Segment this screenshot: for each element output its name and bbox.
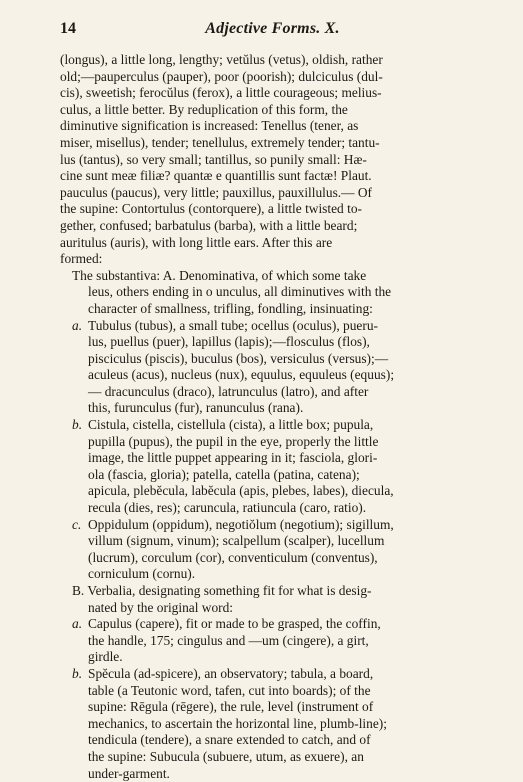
text-line	[60, 683, 485, 700]
body-text	[60, 52, 485, 782]
text-line	[60, 766, 485, 782]
line-text: apicula, plebĕcula, labĕcula (apis, plebes, labes), diecula,	[88, 483, 394, 499]
line-text: image, the little puppet appearing in it; fasciola, glori-	[88, 450, 378, 466]
text-line	[60, 235, 485, 252]
text-line	[60, 152, 485, 169]
text-line	[60, 284, 485, 301]
line-text: (longus), a little long, lengthy; vetŭlus (vetus), oldish, rather	[60, 52, 383, 67]
text-line	[60, 218, 485, 235]
line-text: girdle.	[88, 649, 123, 665]
list-item-line	[60, 616, 485, 633]
text-line	[60, 633, 485, 650]
line-text: the supine: Subucula (subuere, utum, as exuere), an	[88, 748, 364, 764]
line-text: formed:	[60, 251, 103, 267]
line-text: supine: Rēgula (rēgere), the rule, level (instrument of	[88, 699, 374, 715]
item-letter: b.	[72, 417, 83, 433]
line-text: lus, puellus (puer), lapillus (lapis);—flosculus (flos),	[88, 334, 370, 350]
line-text: mechanics, to ascertain the horizontal line, plumb-line);	[88, 715, 387, 731]
line-text: table (a Teutonic word, tafen, cut into boards); of the	[88, 682, 371, 698]
line-text: Spĕcula (ad-spicere), an observatory; tabula, a board,	[88, 665, 374, 681]
list-item-line	[60, 417, 485, 434]
line-text: (lucrum), corculum (cor), conventiculum (conventus),	[88, 549, 378, 565]
line-text: pauculus (paucus), very little; pauxillus, pauxillulus.— Of	[60, 184, 373, 200]
text-line	[60, 301, 485, 318]
text-line	[60, 118, 485, 135]
text-line	[60, 168, 485, 185]
text-line	[60, 185, 485, 202]
line-text: tendicula (tendere), a snare extended to catch, and of	[88, 732, 371, 748]
line-text: auritulus (auris), with long little ears. After this are	[60, 234, 333, 250]
text-line	[60, 500, 485, 517]
line-text: character of smallness, trifling, fondling, insinuating:	[88, 300, 373, 316]
line-text: the supine: Contortulus (contorquere), a little twisted to-	[60, 201, 362, 217]
item-letter: c.	[72, 516, 82, 532]
list-item-line	[60, 517, 485, 534]
line-text: miser, misellus), tender; tenellulus, extremely tender; tantu-	[60, 134, 380, 150]
text-line	[60, 434, 485, 451]
text-line	[60, 85, 485, 102]
line-text: the handle, 175; cingulus and —um (cingere), a girt,	[88, 632, 369, 648]
text-line	[60, 649, 485, 666]
text-line	[60, 450, 485, 467]
line-text: Oppidulum (oppidum), negotiŏlum (negotium); sigillum,	[88, 516, 394, 532]
text-line	[60, 400, 485, 417]
text-line	[60, 69, 485, 86]
line-text: Capulus (capere), fit or made to be grasped, the coffin,	[88, 616, 381, 632]
line-text: — dracunculus (draco), latrunculus (latro), and after	[88, 383, 369, 399]
list-item-line	[60, 666, 485, 683]
text-line	[60, 367, 485, 384]
text-line	[60, 716, 485, 733]
line-text: pisciculus (piscis), buculus (bos), versiculus (versus);—	[88, 350, 389, 366]
text-line	[60, 268, 485, 285]
line-text: corniculum (cornu).	[88, 566, 196, 582]
text-line	[60, 135, 485, 152]
line-text: The substantiva: A. Denominativa, of which some take	[72, 267, 367, 283]
text-line	[60, 749, 485, 766]
line-text: pupilla (pupus), the pupil in the eye, properly the little	[88, 433, 379, 449]
text-line	[60, 351, 485, 368]
item-letter: a.	[72, 317, 83, 333]
line-text: leus, others ending in o unculus, all diminutives with the	[88, 284, 392, 300]
text-line	[60, 251, 485, 268]
line-text: recula (dies, res); caruncula, ratiuncula (caro, ratio).	[88, 500, 367, 516]
line-text: Tubulus (tubus), a small tube; ocellus (oculus), pueru-	[88, 317, 378, 333]
list-item-line	[60, 318, 485, 335]
text-line	[60, 533, 485, 550]
line-text: B. Verbalia, designating something fit for what is desig-	[72, 583, 372, 598]
text-line	[60, 566, 485, 583]
line-text: nated by the original word:	[88, 599, 234, 615]
page-number: 14	[60, 20, 76, 37]
line-text: this, furunculus (fur), ranunculus (rana).	[88, 400, 304, 416]
item-letter: b.	[72, 665, 83, 681]
line-text: under-garment.	[88, 765, 170, 781]
text-line	[60, 467, 485, 484]
text-line	[60, 583, 485, 600]
item-letter: a.	[72, 616, 83, 632]
line-text: cis), sweetish; ferocŭlus (ferox), a little courageous; melius-	[60, 85, 382, 101]
running-title: Adjective Forms. X.	[205, 20, 340, 37]
text-line	[60, 201, 485, 218]
line-text: diminutive signification is increased: Tenellus (tener, as	[60, 118, 359, 134]
line-text: lus (tantus), so very small; tantillus, so punily small: Hæ-	[60, 151, 367, 167]
line-text: aculeus (acus), nucleus (nux), equulus, equuleus (equus);	[88, 367, 395, 383]
text-line	[60, 384, 485, 401]
text-line	[60, 483, 485, 500]
page-header	[60, 16, 485, 44]
text-line	[60, 732, 485, 749]
text-line	[60, 334, 485, 351]
text-line	[60, 550, 485, 567]
text-line	[60, 699, 485, 716]
line-text: villum (signum, vinum); scalpellum (scalper), lucellum	[88, 533, 385, 549]
text-line	[60, 102, 485, 119]
line-text: culus, a little better. By reduplication of this form, the	[60, 101, 348, 117]
line-text: Cistula, cistella, cistellula (cista), a little box; pupula,	[88, 417, 374, 433]
text-line	[60, 52, 485, 69]
line-text: old;—pauperculus (pauper), poor (poorish); dulciculus (dul-	[60, 68, 383, 84]
text-line	[60, 600, 485, 617]
line-text: gether, confused; barbatulus (barba), with a little beard;	[60, 217, 358, 233]
line-text: ola (fascia, gloria); patella, catella (patina, catena);	[88, 466, 360, 482]
line-text: cine sunt meæ filiæ? quantæ e quantillis sunt factæ! Plaut.	[60, 168, 372, 184]
